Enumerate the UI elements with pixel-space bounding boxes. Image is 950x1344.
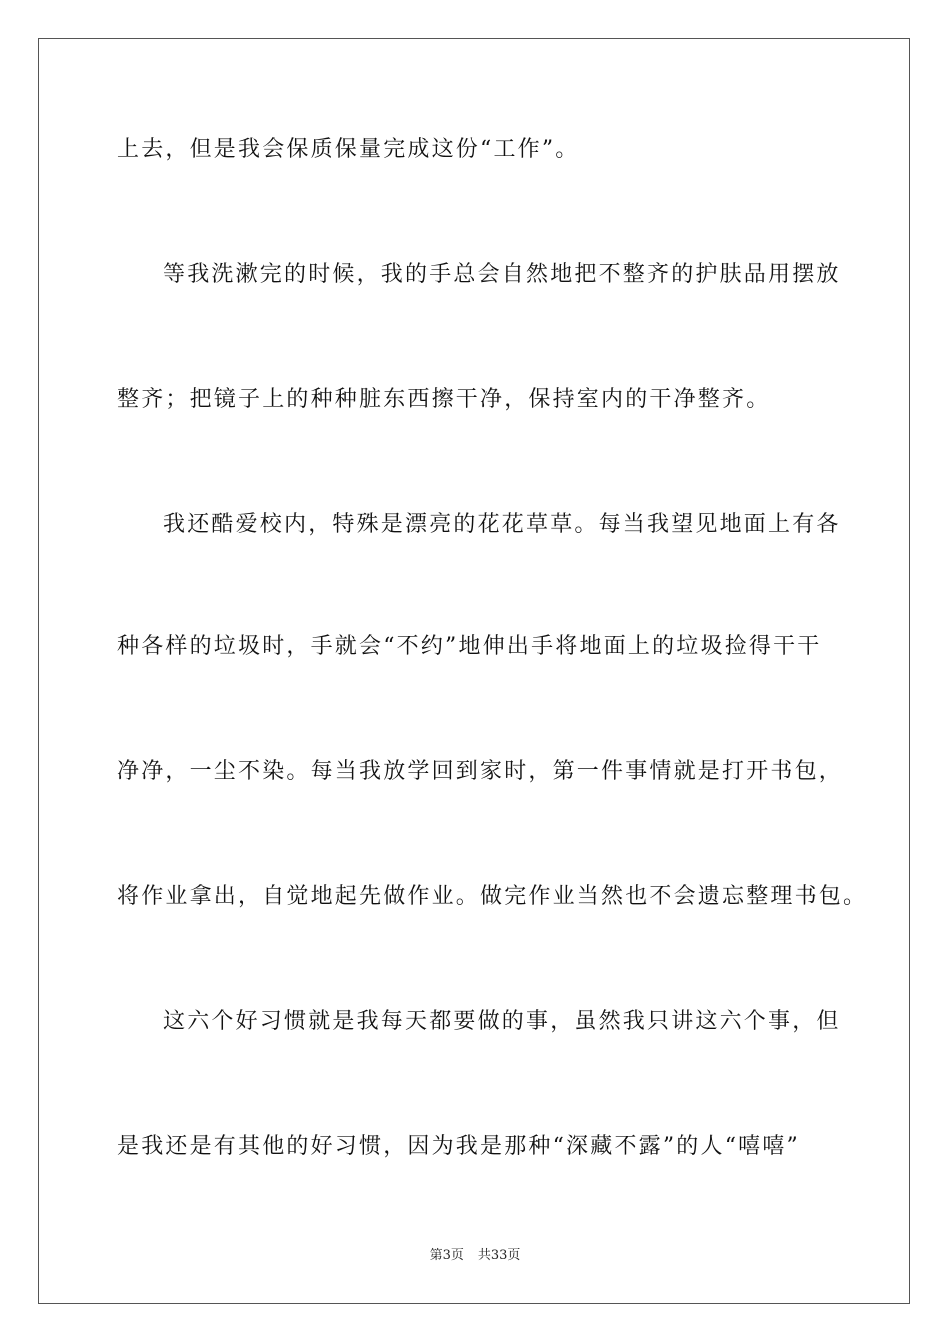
paragraph-line: 上去，但是我会保质保量完成这份“工作”。 [117, 137, 580, 162]
page-number: 第3页 [429, 1248, 464, 1263]
paragraph-line: 整齐；把镜子上的种种脏东西擦干净，保持室内的干净整齐。 [117, 387, 771, 412]
paragraph-line: 净净，一尘不染。每当我放学回到家时，第一件事情就是打开书包， [117, 759, 844, 784]
paragraph-line: 等我洗漱完的时候，我的手总会自然地把不整齐的护肤品用摆放 [163, 262, 841, 287]
paragraph-line: 这六个好习惯就是我每天都要做的事，虽然我只讲这六个事，但 [163, 1009, 841, 1034]
page-border [38, 38, 910, 1304]
paragraph-line: 我还酷爱校内，特殊是漂亮的花花草草。每当我望见地面上有各 [163, 512, 841, 537]
paragraph-line: 是我还是有其他的好习惯，因为我是那种“深藏不露”的人“嘻嘻” [117, 1134, 800, 1159]
page-footer [0, 1247, 950, 1265]
paragraph-line: 种各样的垃圾时，手就会“不约”地伸出手将地面上的垃圾捡得干干 [117, 634, 822, 659]
page-total: 共33页 [477, 1248, 521, 1263]
paragraph-line: 将作业拿出，自觉地起先做作业。做完作业当然也不会遗忘整理书包。 [117, 884, 868, 909]
